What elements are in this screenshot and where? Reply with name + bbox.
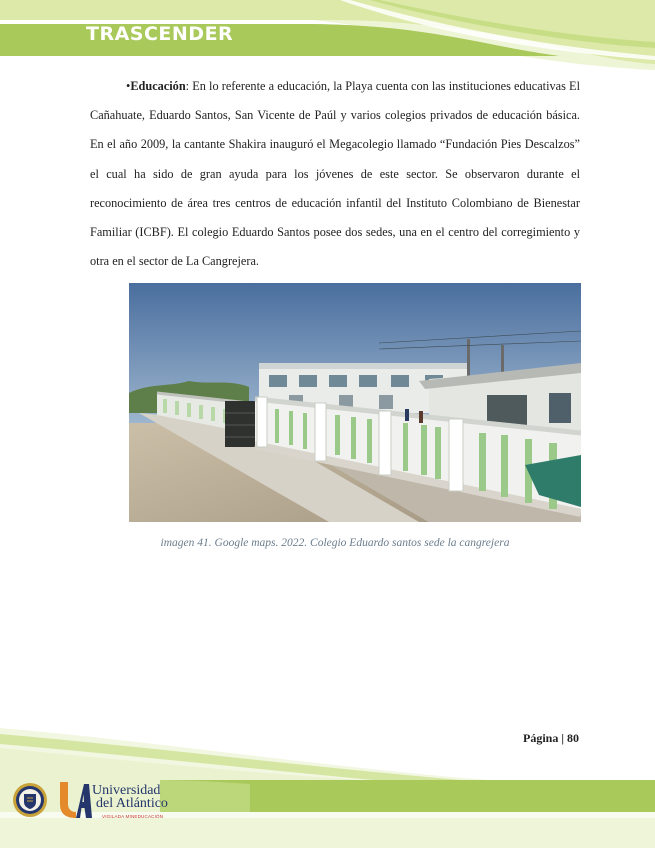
university-name [92,784,168,823]
page-number: Página | 80 [523,731,579,745]
header-title: TRASCENDER [86,23,234,45]
bullet: • [126,79,131,93]
paragraph-text: : En lo referente a educación, la Playa cuenta con las instituciones educativas El Cañahuate, Eduardo Santos, San Vicente de Paúl y varios colegios privados de educación básica. En el año 2009, la cantante Shakira inauguró el Megacolegio llamado “Fundación Pies Descalzos” el cual ha sido de gran ayuda para los jóvenes de este sector. Se observaron durante el reconocimiento de área tres centros de educación infantil del Instituto Colombiano de Bienestar Familiar (ICBF). El colegio Eduardo Santos posee dos sedes, una en el centro del corregimiento y otra en el sector de La Cangrejera. [90,79,580,269]
school-photo [129,283,581,522]
university-tagline: VIGILADA MINEDUCACIÓN [102,814,164,819]
education-paragraph [90,72,580,276]
university-seal-icon [12,782,48,818]
university-logo-icon [56,780,92,820]
university-name-line2: del Atlántico [96,796,168,811]
paragraph-term: Educación [130,79,186,93]
university-name-line1: Universidad [92,783,161,798]
figure-caption: imagen 41. Google maps. 2022. Colegio Eduardo santos sede la cangrejera [160,537,510,549]
